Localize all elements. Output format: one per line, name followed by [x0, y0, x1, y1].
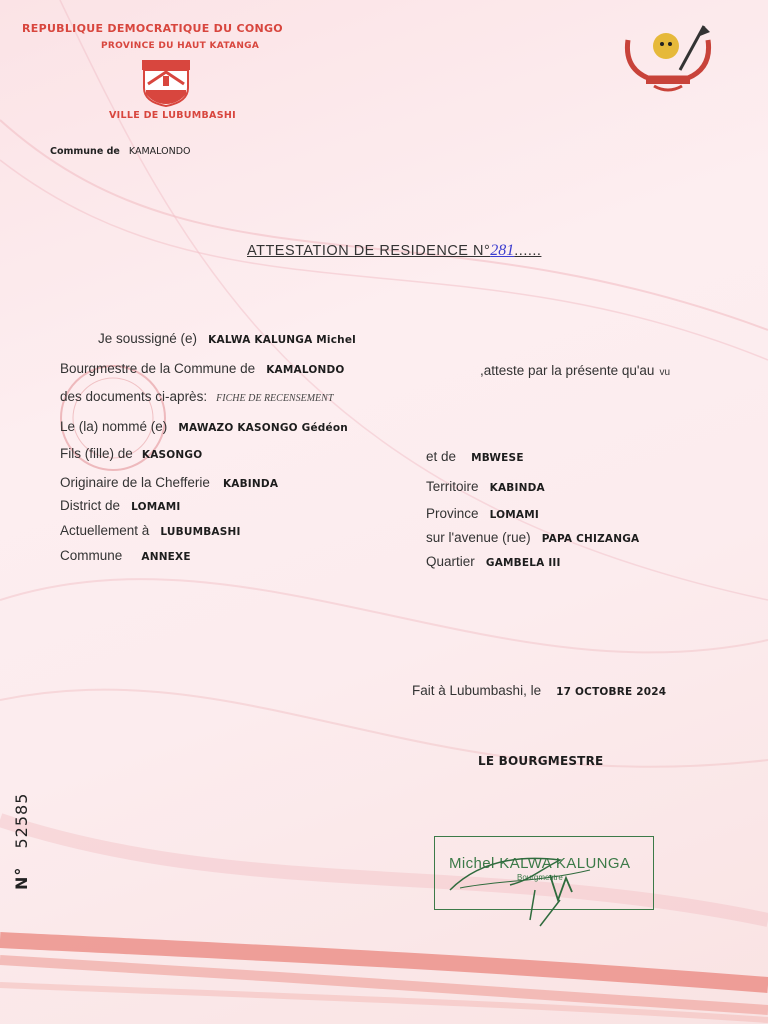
signature-icon	[440, 830, 640, 930]
actuellement-label: Actuellement à	[60, 523, 150, 538]
territoire-line	[426, 476, 545, 495]
stamp-title: Bourgmestre	[517, 873, 563, 882]
commune-label: Commune	[60, 548, 123, 563]
fils-value: KASONGO	[141, 449, 203, 461]
district-line	[60, 495, 180, 514]
national-emblem-icon	[618, 20, 718, 100]
nomme-line	[60, 416, 348, 435]
fait-label: Fait à Lubumbashi, le	[412, 683, 542, 698]
avenue-label: sur l'avenue (rue)	[426, 530, 531, 545]
chefferie-label: Originaire de la Chefferie	[60, 475, 210, 490]
documents-label: des documents ci-après:	[60, 389, 208, 404]
fait-line	[412, 680, 666, 699]
district-label: District de	[60, 498, 121, 513]
commune-header-label: Commune de	[50, 146, 120, 157]
province-label: Province	[426, 506, 479, 521]
documents-line	[60, 386, 333, 405]
actuellement-line	[60, 520, 241, 539]
serial-number	[12, 793, 31, 890]
country-heading: REPUBLIQUE DEMOCRATIQUE DU CONGO	[22, 22, 283, 35]
bourgmestre-line	[60, 358, 345, 377]
quartier-label: Quartier	[426, 554, 475, 569]
chefferie-value: KABINDA	[222, 478, 279, 490]
et-de-label: et de	[426, 449, 457, 464]
city-coat-of-arms-icon	[138, 58, 194, 108]
province-heading: PROVINCE DU HAUT KATANGA	[101, 41, 260, 51]
atteste-text: ,atteste par la présente qu'au	[480, 363, 655, 378]
document-title-text: ATTESTATION DE RESIDENCE N°	[247, 243, 491, 259]
nomme-label: Le (la) nommé (e)	[60, 419, 168, 434]
territoire-label: Territoire	[426, 479, 479, 494]
commune-header	[50, 139, 191, 158]
vu-text: vu	[659, 367, 671, 378]
quartier-line	[426, 551, 561, 570]
stamp-name: Michel KALWA KALUNGA	[449, 855, 631, 872]
soussigne-label: Je soussigné (e)	[98, 331, 198, 346]
et-de-value: MBWESE	[471, 452, 524, 464]
commune-value: ANNEXE	[141, 551, 191, 563]
district-value: LOMAMI	[131, 501, 181, 513]
actuellement-value: LUBUMBASHI	[160, 526, 241, 538]
bourgmestre-value: KAMALONDO	[266, 364, 345, 376]
soussigne-value: KALWA KALUNGA Michel	[208, 334, 356, 346]
city-heading: VILLE DE LUBUMBASHI	[109, 110, 236, 121]
avenue-line	[426, 527, 639, 546]
bourgmestre-label: Bourgmestre de la Commune de	[60, 361, 256, 376]
document-title	[247, 240, 541, 260]
fils-line	[60, 443, 202, 462]
serial-prefix: N°	[12, 866, 31, 890]
avenue-value: PAPA CHIZANGA	[541, 533, 640, 545]
serial-value: 52585	[12, 792, 31, 849]
documents-value: FICHE DE RECENSEMENT	[216, 393, 334, 404]
soussigne-line	[98, 328, 356, 347]
territoire-value: KABINDA	[489, 482, 545, 494]
quartier-value: GAMBELA III	[485, 557, 561, 569]
signatory-title: LE BOURGMESTRE	[478, 754, 604, 768]
chefferie-line	[60, 472, 278, 491]
document-number: 281	[490, 242, 515, 259]
commune-header-value: KAMALONDO	[128, 146, 191, 157]
fils-label: Fils (fille) de	[60, 446, 133, 461]
nomme-value: MAWAZO KASONGO Gédéon	[178, 422, 348, 434]
atteste-line	[480, 360, 670, 379]
commune-line	[60, 545, 191, 564]
et-de-line	[426, 446, 524, 465]
document-title-dots: ......	[514, 243, 542, 259]
date-value: 17 OCTOBRE 2024	[556, 686, 667, 698]
province-value: LOMAMI	[489, 509, 539, 521]
province-line	[426, 503, 539, 522]
